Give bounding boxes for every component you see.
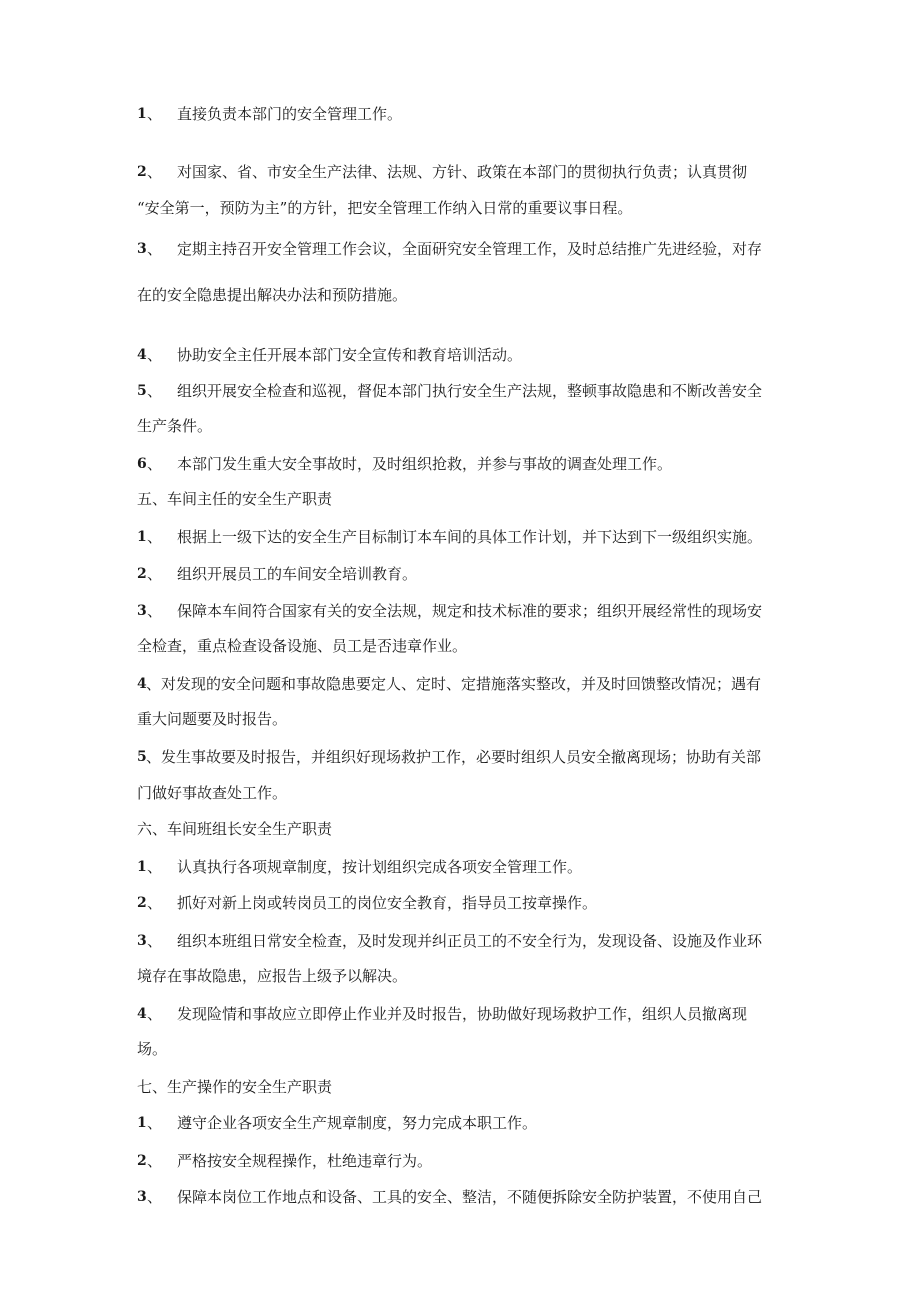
item-text: 发生事故要及时报告，并组织好现场救护工作，必要时组织人员安全撤离现场；协助有关部 xyxy=(161,748,762,766)
item-text: 遵守企业各项安全生产规章制度，努力完成本职工作。 xyxy=(177,1114,538,1132)
item-text: 抓好对新上岗或转岗员工的岗位安全教育，指导员工按章操作。 xyxy=(177,894,598,912)
item-separator: 、 xyxy=(147,1152,163,1170)
item-text: 对发现的安全问题和事故隐患要定人、定时、定措施落实整改，并及时回馈整改情况；遇有 xyxy=(161,675,762,693)
item-number: 1 xyxy=(137,1115,147,1131)
item-separator: 、 xyxy=(147,602,163,620)
item-separator: 、 xyxy=(147,932,163,950)
item-separator: 、 xyxy=(147,1188,163,1206)
item-separator: 、 xyxy=(147,528,163,546)
item-text: 保障本车间符合国家有关的安全法规，规定和技术标准的要求；组织开展经常性的现场安 xyxy=(177,602,763,620)
item-text: 组织开展安全检查和巡视，督促本部门执行安全生产法规，整顿事故隐患和不断改善安全 xyxy=(177,382,763,400)
item-number: 2 xyxy=(137,895,147,911)
item-number: 1 xyxy=(137,106,147,122)
item-text: 本部门发生重大安全事故时，及时组织抢救，并参与事故的调查处理工作。 xyxy=(177,455,673,473)
item-text: 定期主持召开安全管理工作会议，全面研究安全管理工作，及时总结推广先进经验，对存 xyxy=(177,240,763,258)
item-text: 组织开展员工的车间安全培训教育。 xyxy=(177,565,418,583)
item-separator: 、 xyxy=(147,1114,163,1132)
item-number: 6 xyxy=(137,456,147,472)
item-separator: 、 xyxy=(147,455,163,473)
item-text: 保障本岗位工作地点和设备、工具的安全、整洁，不随便拆除安全防护装置，不使用自己 xyxy=(177,1188,763,1206)
item-text: 根据上一级下达的安全生产目标制订本车间的具体工作计划，并下达到下一级组织实施。 xyxy=(177,528,763,546)
item-number: 3 xyxy=(137,1189,147,1205)
item-separator: 、 xyxy=(147,1005,163,1023)
item-separator: 、 xyxy=(147,858,163,876)
item-number: 5 xyxy=(137,749,147,765)
item-number: 3 xyxy=(137,241,147,257)
item-number: 4 xyxy=(137,1006,147,1022)
item-text: 协助安全主任开展本部门安全宣传和教育培训活动。 xyxy=(177,346,523,364)
item-number: 4 xyxy=(137,347,147,363)
item-text: 发现险情和事故应立即停止作业并及时报告，协助做好现场救护工作，组织人员撤离现 xyxy=(177,1005,748,1023)
item-separator: 、 xyxy=(147,565,163,583)
item-separator: 、 xyxy=(147,894,163,912)
item-separator: 、 xyxy=(147,382,163,400)
item-separator: 、 xyxy=(147,240,163,258)
item-separator: 、 xyxy=(147,105,163,123)
item-number: 2 xyxy=(137,566,147,582)
item-text: 直接负责本部门的安全管理工作。 xyxy=(177,105,403,123)
item-separator: 、 xyxy=(146,748,162,766)
item-number: 2 xyxy=(137,164,147,180)
item-number: 1 xyxy=(137,859,147,875)
item-text: 对国家、省、市安全生产法律、法规、方针、政策在本部门的贯彻执行负责；认真贯彻 xyxy=(177,163,748,181)
item-separator: 、 xyxy=(146,675,162,693)
item-number: 5 xyxy=(137,383,147,399)
item-number: 2 xyxy=(137,1153,147,1169)
item-separator: 、 xyxy=(147,163,163,181)
item-number: 4 xyxy=(137,676,147,692)
item-number: 3 xyxy=(137,933,147,949)
item-number: 1 xyxy=(137,529,147,545)
item-text: 认真执行各项规章制度，按计划组织完成各项安全管理工作。 xyxy=(177,858,583,876)
item-number: 3 xyxy=(137,603,147,619)
item-separator: 、 xyxy=(147,346,163,364)
item-text: 组织本班组日常安全检查，及时发现并纠正员工的不安全行为，发现设备、设施及作业环 xyxy=(177,932,763,950)
item-text: 严格按安全规程操作，杜绝违章行为。 xyxy=(177,1152,433,1170)
